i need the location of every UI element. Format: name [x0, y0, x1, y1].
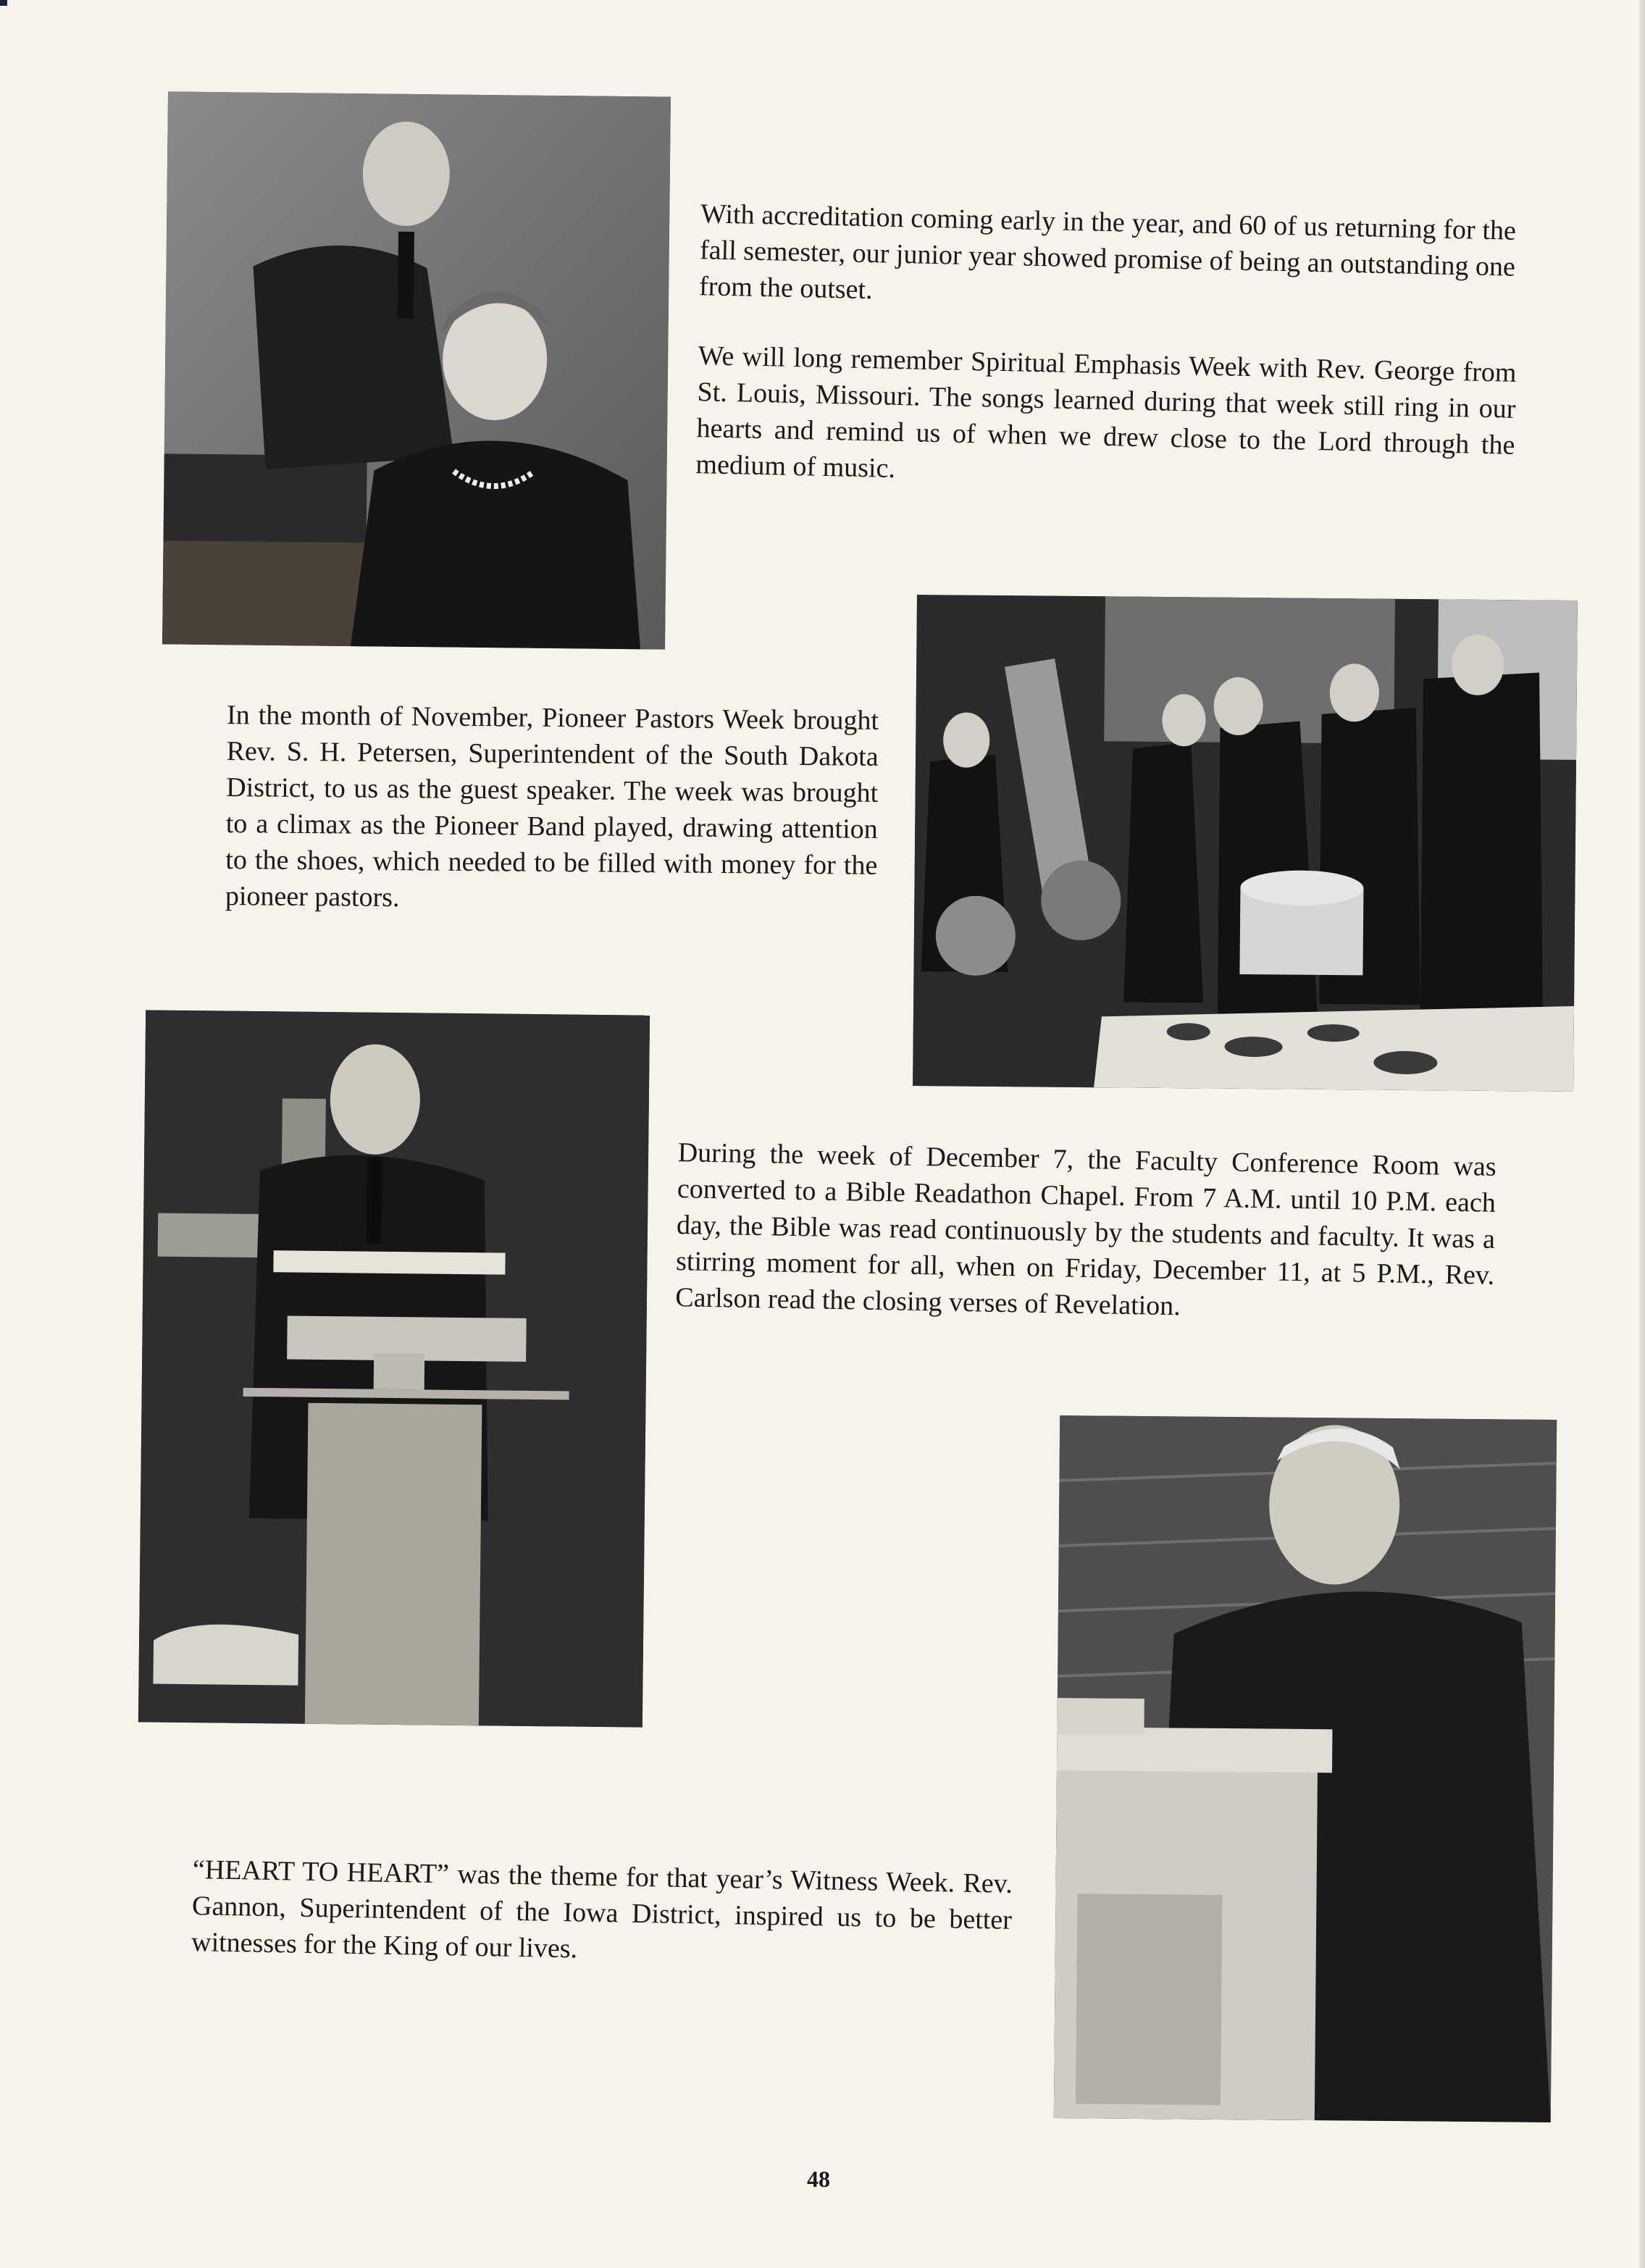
- page-number: 48: [807, 2166, 830, 2192]
- paragraph-spiritual-emphasis: We will long remember Spiritual Emphasis Week with Rev. George from St. Louis, Missouri. The songs learned during that week still ring in our hearts and remind us of when we drew close to the Lord through the medium of music.: [695, 340, 1517, 484]
- paragraph-bible-readathon: During the week of December 7, the Faculty Conference Room was converted to a Bible Readathon Chapel. From 7 A.M. until 10 P.M. each day, the Bible was read continuously by the students and faculty. It was a stirring moment for all, when on Friday, December 11, at 5 P.M., Rev. Carlson read the closing verses of Revelation.: [674, 1137, 1497, 1322]
- paragraph-accreditation: With accreditation coming early in the year, and 60 of us returning for the fall semester, our junior year showed promise of being an outstanding one from the outset.: [698, 198, 1517, 306]
- photo-pioneer-band: [913, 595, 1578, 1092]
- paragraph-pioneer-pastors: In the month of November, Pioneer Pastors Week brought Rev. S. H. Petersen, Superintendent of the South Dakota District, to us as the guest speaker. The week was brought to a climax as the Pioneer Band played, drawing attention to the shoes, which needed to be filled with money for the pioneer pastors.: [225, 700, 879, 913]
- paragraph-witness-week: “HEART TO HEART” was the theme for that year’s Witness Week. Rev. Gannon, Superintendent of the Iowa District, inspired us to be better witnesses for the King of our lives.: [191, 1854, 1013, 1964]
- photo-man-at-lectern: [138, 1010, 650, 1727]
- photo-couple-at-piano: [162, 91, 671, 649]
- corner-mark: [0, 0, 7, 6]
- page-edge: [1639, 0, 1645, 2268]
- photo-man-at-pulpit: [1054, 1415, 1557, 2122]
